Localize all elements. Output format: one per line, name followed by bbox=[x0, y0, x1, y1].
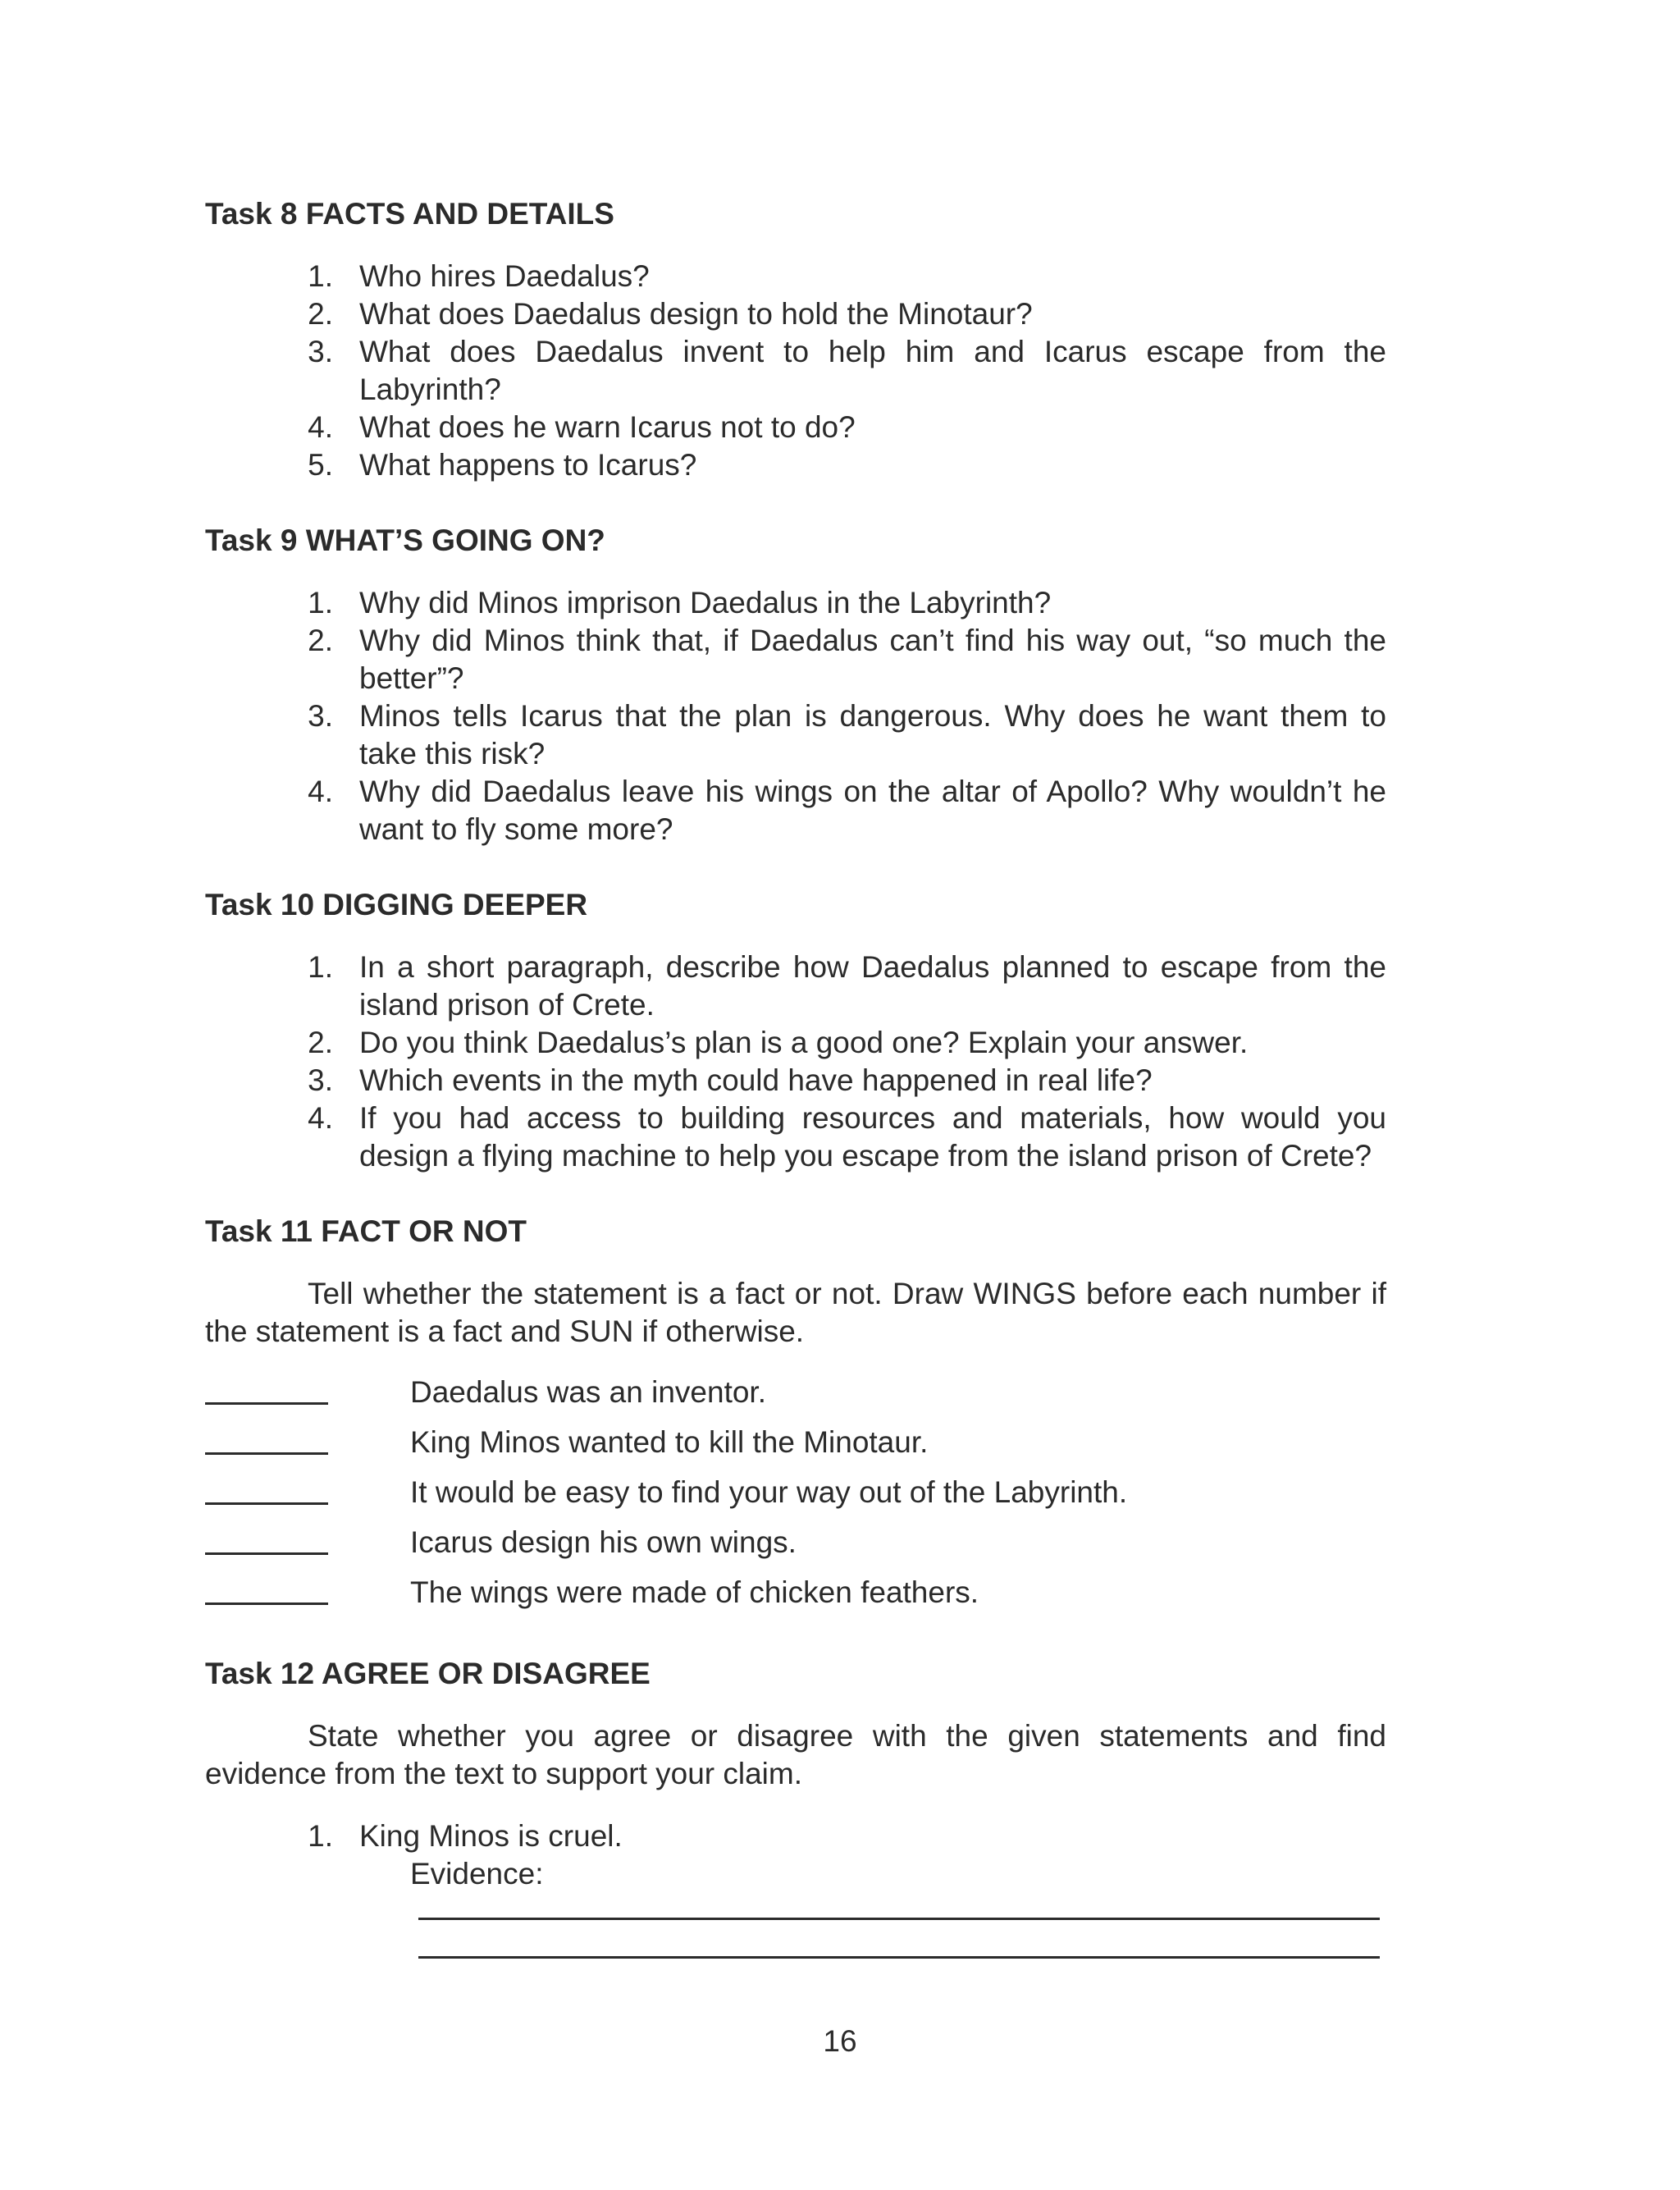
task-11-instructions: Tell whether the statement is a fact or not. Draw WINGS before each number if the statement is a fact and SUN if otherwise. bbox=[205, 1277, 1386, 1348]
page-number: 16 bbox=[823, 2024, 857, 2058]
list-item bbox=[205, 697, 1386, 773]
list-item bbox=[205, 1024, 1386, 1062]
fact-statement: Icarus design his own wings. bbox=[410, 1525, 797, 1559]
fact-row bbox=[205, 1567, 1386, 1617]
list-item bbox=[205, 1817, 1386, 1855]
list-item bbox=[205, 446, 1386, 484]
item-number: 4. bbox=[308, 410, 333, 444]
item-number: 2. bbox=[308, 1026, 333, 1059]
list-item bbox=[205, 622, 1386, 697]
fact-row bbox=[205, 1367, 1386, 1417]
answer-blank[interactable] bbox=[205, 1552, 328, 1555]
question-text: Why did Minos imprison Daedalus in the Labyrinth? bbox=[359, 586, 1052, 620]
item-number: 5. bbox=[308, 448, 333, 482]
task-8-heading: Task 8 FACTS AND DETAILS bbox=[205, 197, 614, 231]
question-text: If you had access to building resources and materials, how would you design a flying machine to help you escape from the island prison of Crete? bbox=[359, 1101, 1386, 1173]
list-item bbox=[205, 409, 1386, 446]
task-11-section bbox=[205, 1213, 1386, 1617]
fact-statement: The wings were made of chicken feathers. bbox=[410, 1575, 979, 1609]
question-text: Minos tells Icarus that the plan is dangerous. Why does he want them to take this risk? bbox=[359, 699, 1386, 770]
list-item bbox=[205, 1062, 1386, 1100]
task-8-section bbox=[205, 195, 1386, 484]
fact-statement: Daedalus was an inventor. bbox=[410, 1375, 766, 1409]
fact-statement-list bbox=[205, 1367, 1386, 1617]
answer-blank[interactable] bbox=[205, 1502, 328, 1505]
fact-row bbox=[205, 1417, 1386, 1467]
task-9-heading: Task 9 WHAT’S GOING ON? bbox=[205, 523, 605, 557]
list-item bbox=[205, 1100, 1386, 1175]
task-12-statement-list bbox=[205, 1817, 1386, 1855]
list-item bbox=[205, 584, 1386, 622]
item-number: 3. bbox=[308, 335, 333, 368]
question-text: What does Daedalus invent to help him and Icarus escape from the Labyrinth? bbox=[359, 335, 1386, 406]
task-8-question-list bbox=[205, 258, 1386, 484]
answer-blank[interactable] bbox=[205, 1402, 328, 1405]
question-text: In a short paragraph, describe how Daedalus planned to escape from the island prison of Crete. bbox=[359, 950, 1386, 1022]
fact-statement: King Minos wanted to kill the Minotaur. bbox=[410, 1425, 929, 1459]
fact-statement: It would be easy to find your way out of the Labyrinth. bbox=[410, 1475, 1128, 1509]
evidence-label: Evidence: bbox=[410, 1857, 544, 1891]
list-item bbox=[205, 949, 1386, 1024]
task-12-section bbox=[205, 1655, 1386, 1959]
task-10-heading: Task 10 DIGGING DEEPER bbox=[205, 888, 588, 921]
task-11-heading: Task 11 FACT OR NOT bbox=[205, 1214, 527, 1248]
question-text: Which events in the myth could have happened in real life? bbox=[359, 1063, 1153, 1097]
question-text: Do you think Daedalus’s plan is a good one? Explain your answer. bbox=[359, 1026, 1249, 1059]
item-number: 4. bbox=[308, 775, 333, 808]
statement-text: King Minos is cruel. bbox=[359, 1819, 623, 1853]
task-12-instructions: State whether you agree or disagree with the given statements and find evidence from the text to support your claim. bbox=[205, 1719, 1386, 1790]
question-text: Who hires Daedalus? bbox=[359, 259, 650, 293]
fact-row bbox=[205, 1517, 1386, 1567]
item-number: 2. bbox=[308, 624, 333, 657]
item-number: 1. bbox=[308, 586, 333, 620]
item-number: 1. bbox=[308, 950, 333, 984]
list-item bbox=[205, 258, 1386, 295]
question-text: Why did Minos think that, if Daedalus can’t find his way out, “so much the better”? bbox=[359, 624, 1386, 695]
task-9-section bbox=[205, 522, 1386, 848]
evidence-answer-line[interactable] bbox=[418, 1956, 1380, 1959]
list-item bbox=[205, 333, 1386, 409]
page-content bbox=[205, 195, 1386, 1959]
list-item bbox=[205, 773, 1386, 848]
question-text: Why did Daedalus leave his wings on the altar of Apollo? Why wouldn’t he want to fly some more? bbox=[359, 775, 1386, 846]
item-number: 2. bbox=[308, 297, 333, 331]
item-number: 4. bbox=[308, 1101, 333, 1135]
task-9-question-list bbox=[205, 584, 1386, 848]
answer-blank[interactable] bbox=[205, 1452, 328, 1455]
item-number: 1. bbox=[308, 259, 333, 293]
list-item bbox=[205, 295, 1386, 333]
question-text: What does he warn Icarus not to do? bbox=[359, 410, 856, 444]
fact-row bbox=[205, 1467, 1386, 1517]
task-10-section bbox=[205, 886, 1386, 1175]
evidence-answer-line[interactable] bbox=[418, 1918, 1380, 1920]
question-text: What does Daedalus design to hold the Minotaur? bbox=[359, 297, 1033, 331]
item-number: 3. bbox=[308, 699, 333, 733]
item-number: 1. bbox=[308, 1819, 333, 1853]
task-10-question-list bbox=[205, 949, 1386, 1175]
item-number: 3. bbox=[308, 1063, 333, 1097]
answer-blank[interactable] bbox=[205, 1602, 328, 1605]
task-12-heading: Task 12 AGREE OR DISAGREE bbox=[205, 1657, 651, 1690]
question-text: What happens to Icarus? bbox=[359, 448, 697, 482]
